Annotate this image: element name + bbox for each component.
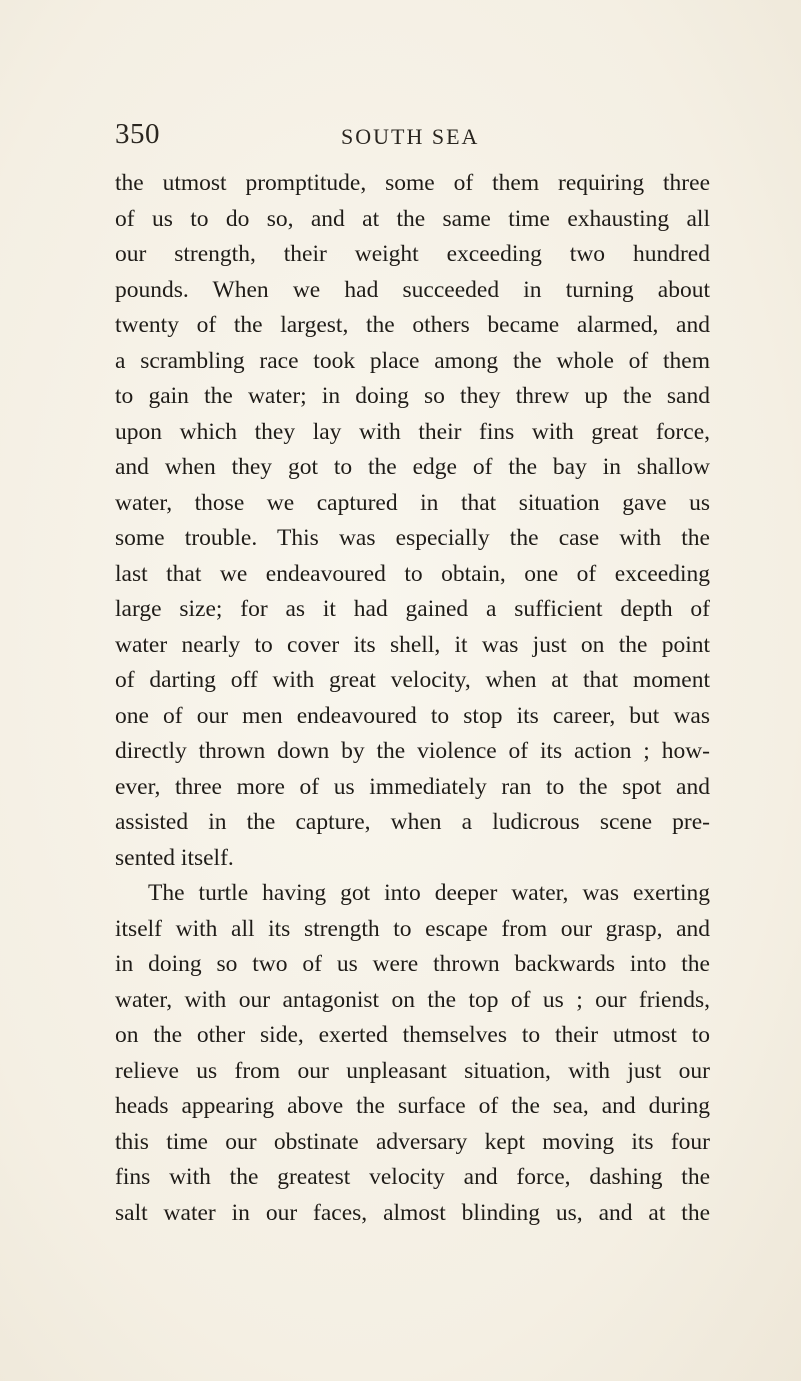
text-line: the utmost promptitude, some of them requiring three [115, 170, 710, 196]
text-line: upon which they lay with their fins with great force, [115, 418, 710, 445]
text-line: this time our obstinate adversary kept moving its four [115, 1128, 710, 1155]
text-line: relieve us from our unpleasant situation, with just our [115, 1057, 710, 1084]
text-line: in doing so two of us were thrown backwards into the [115, 951, 710, 977]
text-line: fins with the greatest velocity and force, dashing the [115, 1164, 710, 1190]
text-line: water, with our antagonist on the top of us ; our friends, [115, 986, 710, 1013]
text-line: one of our men endeavoured to stop its career, but was [115, 702, 710, 729]
text-line: water, those we captured in that situation gave us [115, 489, 710, 516]
text-line: salt water in our faces, almost blinding us, and at the [115, 1199, 710, 1226]
text-line: heads appearing above the surface of the sea, and during [115, 1093, 710, 1119]
text-line: of us to do so, and at the same time exhausting all [115, 205, 710, 232]
text-line: assisted in the capture, when a ludicrous scene pre- [115, 809, 710, 835]
text-line: large size; for as it had gained a sufficient depth of [115, 596, 710, 622]
text-line: and when they got to the edge of the bay in shallow [115, 454, 710, 480]
running-title: SOUTH SEA [341, 124, 480, 149]
text-line: ever, three more of us immediately ran to the spot and [115, 773, 710, 800]
text-line: directly thrown down by the violence of its action ; how- [115, 738, 710, 764]
running-head [115, 118, 705, 158]
text-line: a scrambling race took place among the whole of them [115, 347, 710, 374]
text-line: itself with all its strength to escape from our grasp, and [115, 915, 710, 942]
text-line: pounds. When we had succeeded in turning about [115, 276, 710, 303]
text-line: water nearly to cover its shell, it was just on the point [115, 631, 710, 658]
page-number: 350 [115, 118, 160, 150]
paragraph-start-line: The turtle having got into deeper water, was exerting [148, 880, 710, 906]
text-line: some trouble. This was especially the case with the [115, 525, 710, 551]
text-line: on the other side, exerted themselves to their utmost to [115, 1022, 710, 1048]
body-text [115, 166, 710, 1231]
text-line: to gain the water; in doing so they threw up the sand [115, 383, 710, 409]
text-line: twenty of the largest, the others became alarmed, and [115, 312, 710, 338]
paragraph-end-line: sented itself. [115, 844, 234, 871]
text-line: our strength, their weight exceeding two hundred [115, 241, 710, 267]
text-line: of darting off with great velocity, when at that moment [115, 667, 710, 693]
text-line: last that we endeavoured to obtain, one of exceeding [115, 560, 710, 587]
